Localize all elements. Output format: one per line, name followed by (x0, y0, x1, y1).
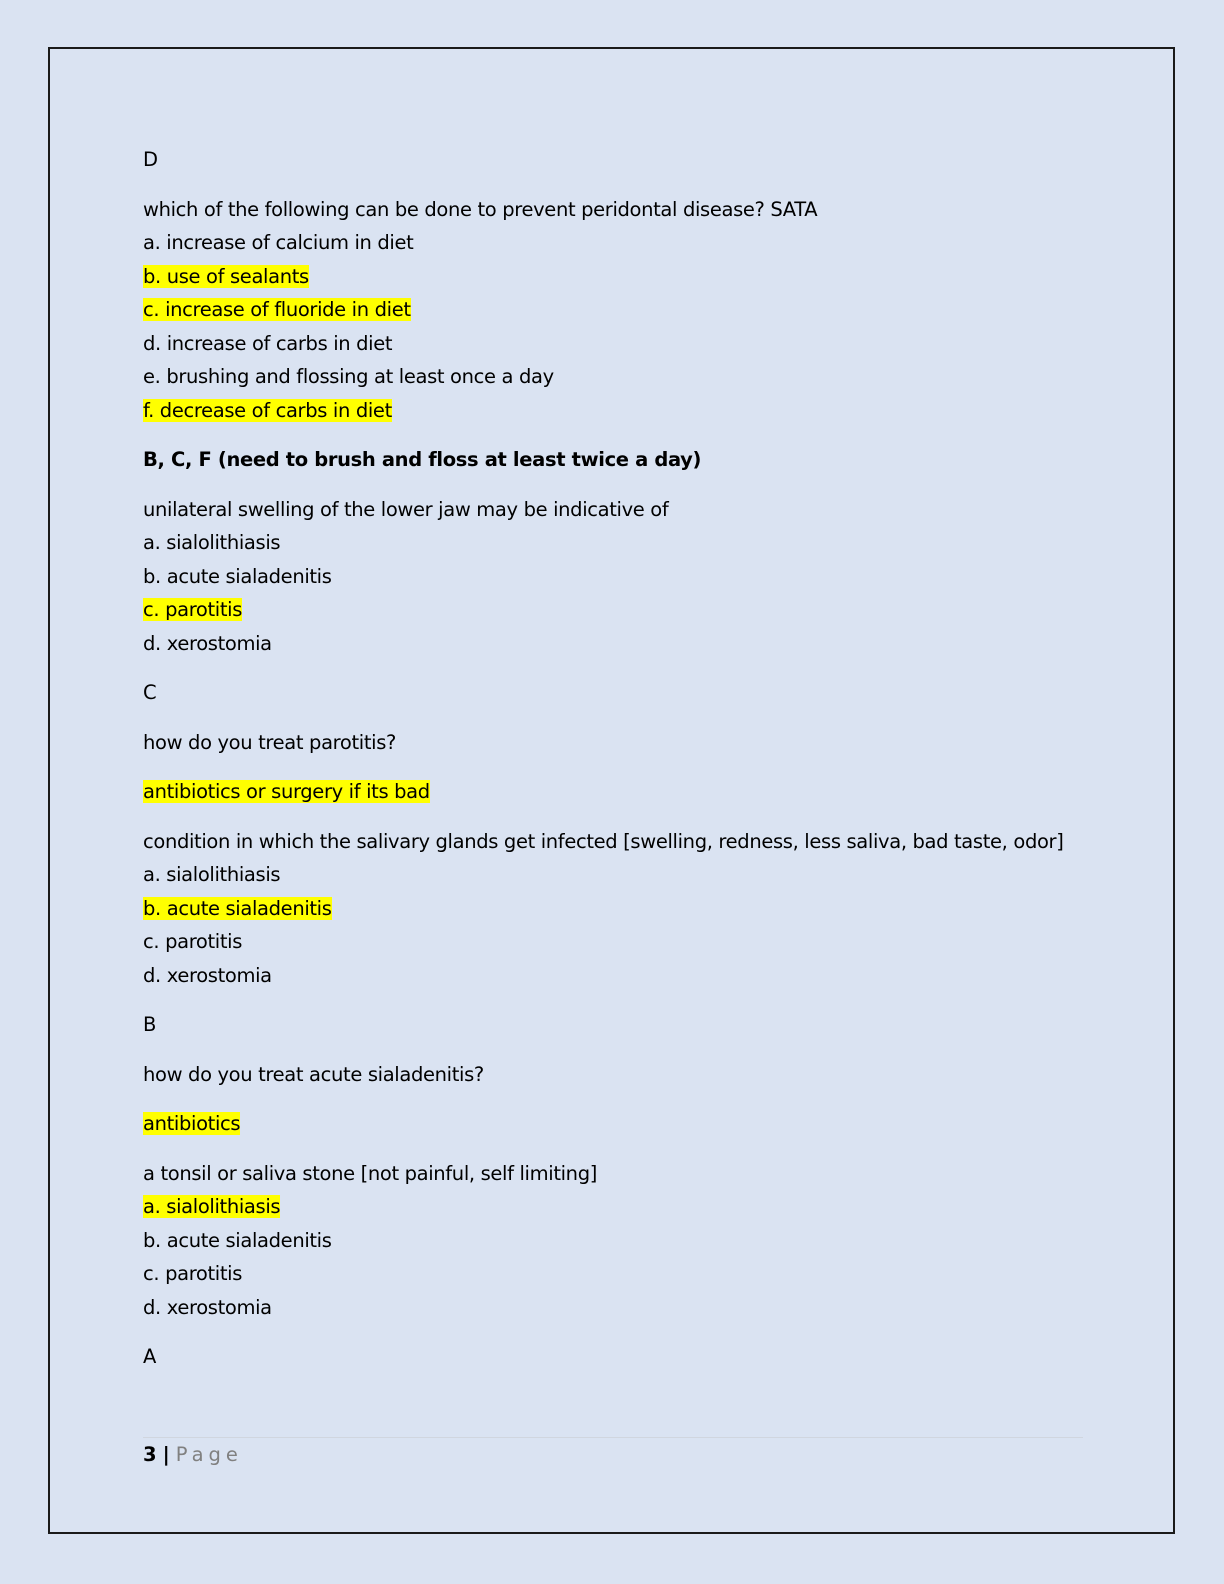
line-text: a. sialolithiasis (143, 863, 281, 886)
text-line (143, 1340, 1083, 1374)
text-line (143, 959, 1083, 993)
text-line (143, 825, 1083, 859)
text-block (143, 443, 1083, 477)
highlighted-line (143, 1190, 1083, 1224)
line-text: which of the following can be done to prevent peridontal disease? SATA (143, 197, 818, 221)
text-block (143, 775, 1083, 809)
line-text: d. increase of carbs in diet (143, 331, 393, 355)
text-block (143, 676, 1083, 710)
text-block (143, 1008, 1083, 1042)
line-text: c. parotitis (143, 598, 243, 621)
text-line (143, 1058, 1083, 1092)
text-block (143, 1107, 1083, 1141)
page-footer (143, 1440, 243, 1470)
line-text: B, C, F (need to brush and floss at least twice a day) (143, 448, 702, 471)
text-line (143, 1008, 1083, 1042)
line-text: c. increase of fluoride in diet (143, 298, 411, 321)
text-block (143, 493, 1083, 661)
text-line (143, 327, 1083, 361)
text-block (143, 825, 1083, 993)
line-text: a. sialolithiasis (143, 531, 281, 554)
text-line (143, 1157, 1083, 1191)
line-text: e. brushing and flossing at least once a day (143, 365, 554, 388)
highlighted-line (143, 1107, 1083, 1141)
highlighted-line (143, 260, 1083, 294)
text-line (143, 360, 1083, 394)
line-text: b. use of sealants (143, 264, 309, 288)
highlighted-line (143, 593, 1083, 627)
highlighted-line (143, 394, 1083, 428)
text-line (143, 526, 1083, 560)
text-line (143, 1257, 1083, 1291)
line-text: condition in which the salivary glands get infected [swelling, redness, less saliva, bad taste, odor] (143, 829, 1064, 853)
line-text: unilateral swelling of the lower jaw may be indicative of (143, 497, 669, 521)
text-line (143, 1291, 1083, 1325)
line-text: A (143, 1345, 156, 1368)
text-block (143, 726, 1083, 760)
line-text: how do you treat parotitis? (143, 730, 397, 754)
highlighted-line (143, 775, 1083, 809)
line-text: b. acute sialadenitis (143, 1228, 332, 1252)
highlighted-line (143, 892, 1083, 926)
line-text: antibiotics (143, 1112, 241, 1135)
text-line (143, 560, 1083, 594)
document-body (143, 143, 1083, 1374)
text-block (143, 1157, 1083, 1325)
line-text: how do you treat acute sialadenitis? (143, 1062, 484, 1086)
line-text: b. acute sialadenitis (143, 564, 332, 588)
highlighted-line (143, 293, 1083, 327)
page-label: Page (175, 1443, 243, 1466)
text-block (143, 1058, 1083, 1092)
line-text: c. parotitis (143, 1262, 243, 1285)
line-text: a. increase of calcium in diet (143, 231, 414, 254)
line-text: b. acute sialadenitis (143, 896, 332, 920)
footer-rule (143, 1437, 1083, 1438)
line-text: d. xerostomia (143, 631, 272, 655)
text-line (143, 193, 1083, 227)
text-line (143, 1224, 1083, 1258)
answer-line (143, 443, 1083, 477)
line-text: D (143, 148, 158, 171)
text-line (143, 925, 1083, 959)
text-line (143, 676, 1083, 710)
text-line (143, 493, 1083, 527)
footer-separator: | (162, 1443, 170, 1466)
text-line (143, 143, 1083, 177)
text-block (143, 193, 1083, 428)
line-text: f. decrease of carbs in diet (143, 398, 392, 422)
line-text: a tonsil or saliva stone [not painful, self limiting] (143, 1161, 597, 1185)
line-text: c. parotitis (143, 930, 243, 953)
text-line (143, 726, 1083, 760)
line-text: antibiotics or surgery if its bad (143, 780, 430, 803)
line-text: C (143, 681, 157, 704)
page-number: 3 (143, 1443, 157, 1466)
text-line (143, 226, 1083, 260)
line-text: a. sialolithiasis (143, 1195, 281, 1218)
text-line (143, 627, 1083, 661)
text-block (143, 1340, 1083, 1374)
text-line (143, 858, 1083, 892)
line-text: d. xerostomia (143, 1295, 272, 1319)
text-block (143, 143, 1083, 177)
line-text: d. xerostomia (143, 963, 272, 987)
line-text: B (143, 1013, 157, 1036)
